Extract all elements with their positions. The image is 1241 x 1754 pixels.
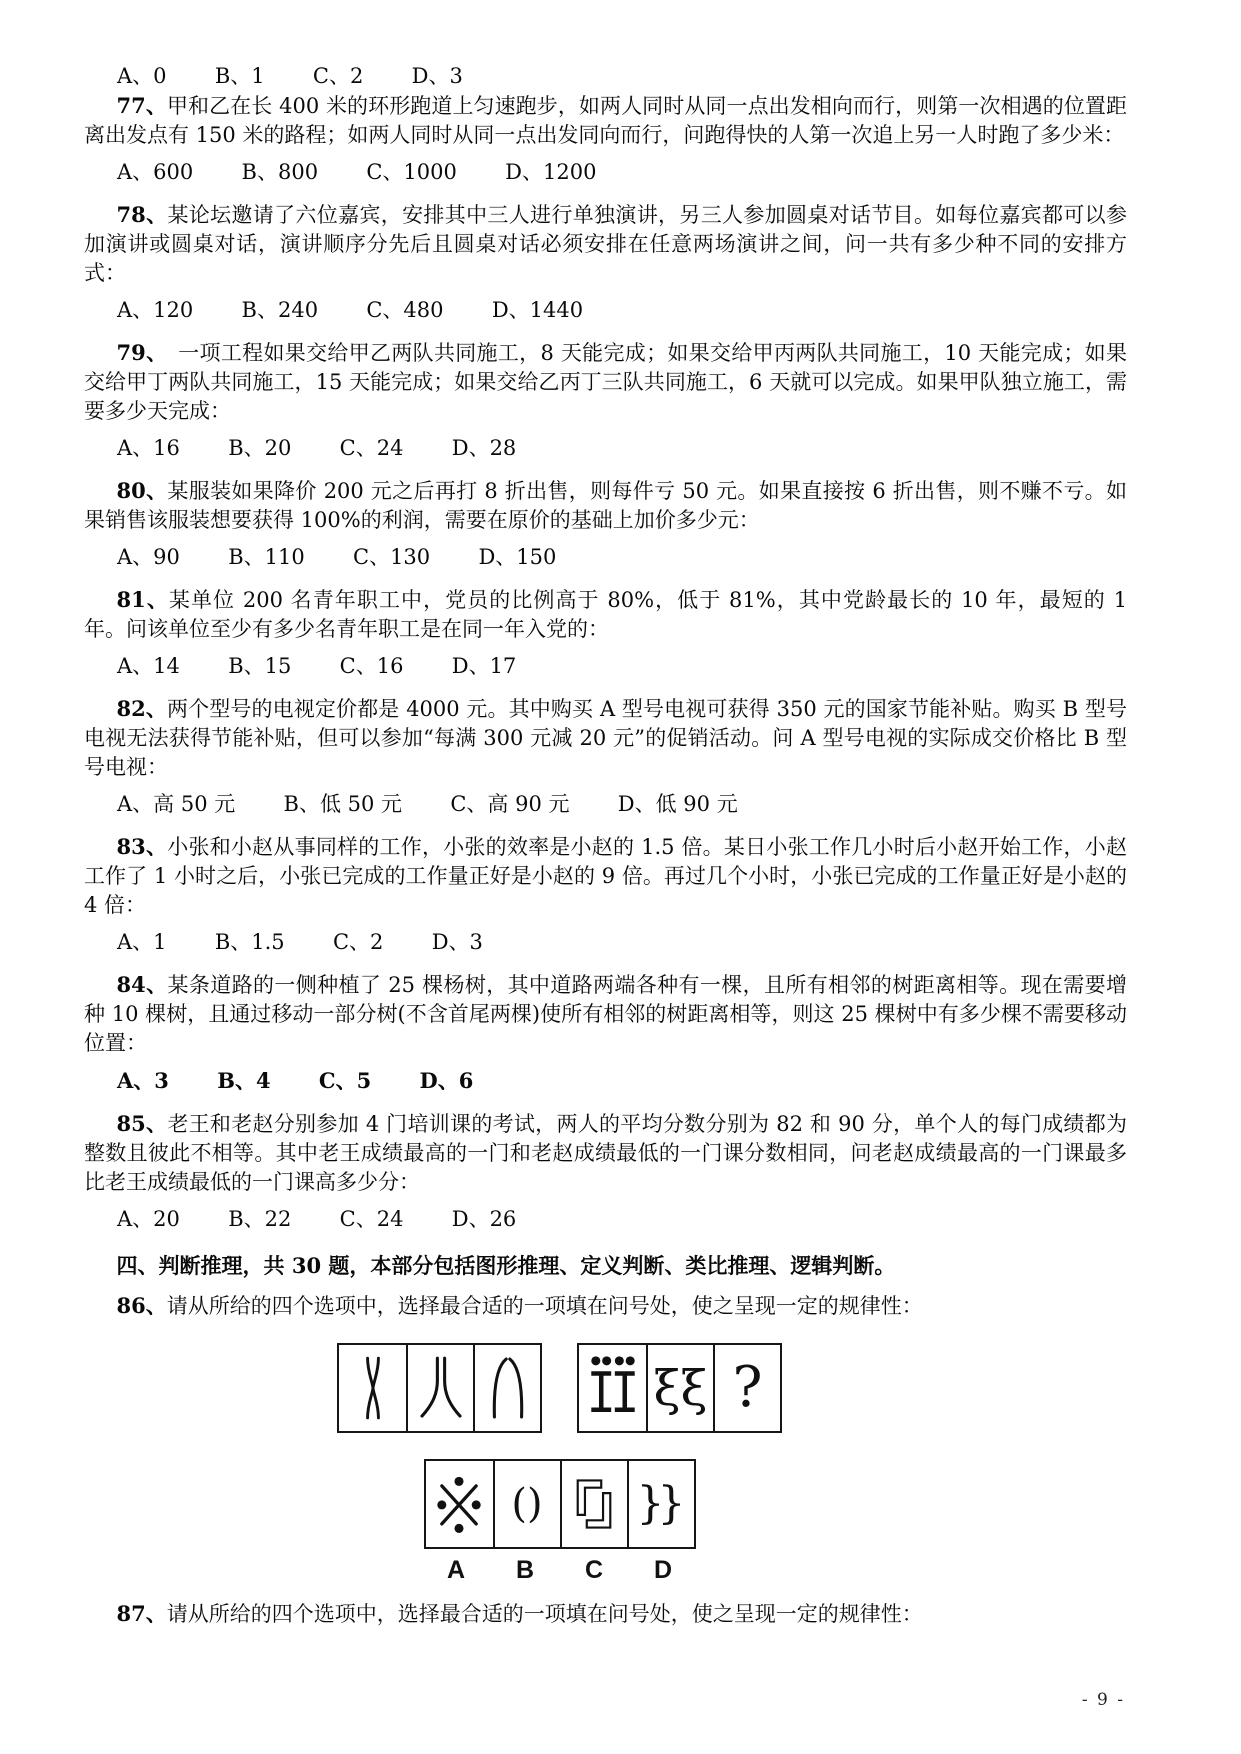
- figure-group-answers: [424, 1459, 696, 1549]
- question-text: [84, 970, 1127, 1058]
- question-text: [84, 1291, 1127, 1321]
- question-text: [84, 585, 1127, 644]
- option-label: B、15: [228, 654, 292, 678]
- option-label: C、2: [312, 64, 364, 88]
- figure-cell: [579, 1345, 646, 1431]
- option-label: D、3: [431, 930, 483, 954]
- option-label: D、1440: [491, 298, 584, 322]
- option-label: D、17: [451, 654, 517, 678]
- cross-with-dots-icon: [430, 1466, 488, 1542]
- option-label: C、16: [339, 654, 404, 678]
- option-label: C、130: [353, 545, 431, 569]
- question-body: 请从所给的四个选项中，选择最合适的一项填在问号处，使之呈现一定的规律性：: [166, 1602, 923, 1626]
- option-label: D、26: [451, 1207, 517, 1231]
- question-text: [84, 1599, 1127, 1629]
- question-number: 83、: [116, 834, 168, 859]
- answer-letter-c: C: [584, 1556, 604, 1584]
- option-label: B、240: [241, 298, 319, 322]
- page-number: - 9 -: [1081, 1690, 1125, 1710]
- answer-cell-b: [493, 1461, 560, 1547]
- options-row: [84, 296, 1127, 325]
- option-label: A、14: [117, 654, 180, 678]
- option-label: D、150: [478, 545, 557, 569]
- option-label: B、110: [228, 545, 305, 569]
- option-label: D、3: [411, 64, 463, 88]
- question-number: 87、: [116, 1601, 167, 1626]
- option-label: C、24: [339, 436, 404, 460]
- option-label: B、800: [241, 160, 319, 184]
- question-body: 小张和小赵从事同样的工作，小张的效率是小赵的 1.5 倍。某日小张工作几小时后小赵开始工作，小赵工作了 1 小时之后，小张已完成的工作量正好是小赵的 9 倍。再过几个小时，小张已完成的工作量正好是小赵的 4 倍：: [84, 835, 1127, 917]
- option-label: A、120: [117, 298, 194, 322]
- answer-cell-d: [627, 1461, 694, 1547]
- question-text: [84, 476, 1127, 535]
- option-label: B、20: [228, 436, 292, 460]
- question-body: 两个型号的电视定价都是 4000 元。其中购买 A 型号电视可获得 350 元的国家节能补贴。购买 B 型号电视无法获得节能补贴，但可以参加“每满 300 元减 20 元”的促销活动。问 A 型号电视的实际成交价格比 B 型号电视：: [84, 697, 1127, 779]
- option-label: C、1000: [366, 160, 457, 184]
- question-number: 78、: [116, 202, 168, 227]
- figure-86: [38, 1343, 1081, 1585]
- section-header: 四、判断推理，共 30 题，本部分包括图形推理、定义判断、类比推理、逻辑判断。: [116, 1253, 896, 1278]
- option-label: B、1: [214, 64, 265, 88]
- option-label: B、22: [228, 1207, 292, 1231]
- question-body: 请从所给的四个选项中，选择最合适的一项填在问号处，使之呈现一定的规律性：: [166, 1294, 923, 1318]
- xi-pair-icon: ξξ: [653, 1359, 708, 1417]
- figure-86-answers-row: [38, 1459, 1081, 1549]
- question-mark-icon: ?: [732, 1355, 763, 1420]
- option-label: D、6: [419, 1068, 474, 1093]
- options-row: [84, 928, 1127, 957]
- question-number: 86、: [116, 1293, 167, 1318]
- option-label: C、480: [366, 298, 444, 322]
- option-label: A、3: [117, 1068, 169, 1093]
- question-body: 某条道路的一侧种植了 25 棵杨树，其中道路两端各种有一棵，且所有相邻的树距离相等。现在需要增种 10 棵树，且通过移动一部分树(不含首尾两棵)使所有相邻的树距离相等，则这 25 棵树中有多少棵不需要移动位置：: [84, 973, 1127, 1055]
- option-label: C、2: [332, 930, 384, 954]
- answer-cell-c: [560, 1461, 627, 1547]
- option-label: D、28: [451, 436, 517, 460]
- question-body: 某单位 200 名青年职工中，党员的比例高于 80%，低于 81%，其中党龄最长的 10 年，最短的 1 年。问该单位至少有多少名青年职工是在同一年入党的：: [84, 588, 1127, 641]
- option-label: C、高 90 元: [450, 792, 570, 816]
- question-77: [84, 91, 1127, 187]
- question-number: 84、: [116, 972, 168, 997]
- option-label: A、16: [117, 436, 180, 460]
- option-label: A、600: [117, 160, 194, 184]
- figure-86-sequence-row: [38, 1343, 1081, 1433]
- options-row-previous-question: [84, 62, 1127, 91]
- question-text: [84, 694, 1127, 782]
- answer-letter-d: D: [653, 1556, 673, 1584]
- double-brace-icon: }}: [636, 1478, 679, 1529]
- options-row: [84, 1066, 1127, 1096]
- parentheses-icon: (): [511, 1481, 543, 1527]
- splay-curves-icon: [412, 1350, 470, 1426]
- question-text: [84, 832, 1127, 920]
- question-85: [84, 1109, 1127, 1234]
- options-row: [84, 1205, 1127, 1234]
- question-number: 85、: [116, 1111, 168, 1136]
- dotted-i-pair-icon: [584, 1350, 642, 1426]
- pinched-x-icon: [344, 1350, 402, 1426]
- arch-split-icon: [479, 1350, 537, 1426]
- question-81: [84, 585, 1127, 681]
- option-label: A、90: [117, 545, 180, 569]
- question-text: [84, 1109, 1127, 1197]
- figure-group-left: [337, 1343, 542, 1433]
- question-number: 77、: [116, 93, 167, 118]
- question-87: [84, 1599, 1127, 1629]
- figure-cell: [646, 1345, 713, 1431]
- option-label: B、低 50 元: [283, 792, 403, 816]
- question-body: 甲和乙在长 400 米的环形跑道上匀速跑步，如两人同时从同一点出发相向而行，则第一次相遇的位置距离出发点有 150 米的路程；如两人同时从同一点出发同向而行，问跑得快的人第一次追上另一人时跑了多少米：: [84, 94, 1127, 147]
- interlocked-squares-icon: [565, 1466, 623, 1542]
- option-label: A、20: [117, 1207, 180, 1231]
- question-number: 79、: [116, 340, 157, 365]
- answer-letters-row: [38, 1556, 1081, 1585]
- question-number: 81、: [116, 587, 169, 612]
- option-label: C、24: [339, 1207, 404, 1231]
- figure-cell: [406, 1345, 473, 1431]
- question-text: [84, 338, 1127, 426]
- figure-cell: [713, 1345, 780, 1431]
- question-body: 某论坛邀请了六位嘉宾，安排其中三人进行单独演讲，另三人参加圆桌对话节目。如每位嘉宾都可以参加演讲或圆桌对话，演讲顺序分先后且圆桌对话必须安排在任意两场演讲之间，问一共有多少种不同的安排方式：: [84, 203, 1127, 285]
- option-label: A、0: [117, 64, 167, 88]
- option-label: C、5: [318, 1068, 372, 1093]
- option-label: A、1: [117, 930, 167, 954]
- options-row: [84, 158, 1127, 187]
- options-row: [84, 652, 1127, 681]
- question-78: [84, 200, 1127, 325]
- options-row: [84, 790, 1127, 819]
- answer-letter-a: A: [446, 1556, 466, 1584]
- question-body: 一项工程如果交给甲乙两队共同施工，8 天能完成；如果交给甲丙两队共同施工，10 天能完成；如果交给甲丁两队共同施工，15 天能完成；如果交给乙丙丁三队共同施工，6 天就可以完成。如果甲队独立施工，需要多少天完成：: [84, 341, 1127, 423]
- figure-cell: [473, 1345, 540, 1431]
- option-label: D、1200: [505, 160, 597, 184]
- question-number: 82、: [116, 696, 168, 721]
- question-86: [84, 1291, 1127, 1321]
- option-label: B、4: [217, 1068, 271, 1093]
- option-label: D、低 90 元: [617, 792, 738, 816]
- question-82: [84, 694, 1127, 819]
- question-text: [84, 200, 1127, 288]
- question-83: [84, 832, 1127, 957]
- question-number: 80、: [116, 478, 168, 503]
- options-row: [84, 543, 1127, 572]
- question-79: [84, 338, 1127, 463]
- question-text: [84, 91, 1127, 150]
- option-label: A、高 50 元: [117, 792, 236, 816]
- figure-group-right: [577, 1343, 782, 1433]
- question-body: 老王和老赵分别参加 4 门培训课的考试，两人的平均分数分别为 82 和 90 分，单个人的每门成绩都为整数且彼此不相等。其中老王成绩最高的一门和老赵成绩最低的一门课分数相同，问老赵成绩最高的一门课最多比老王成绩最低的一门课高多少分：: [84, 1112, 1127, 1194]
- question-80: [84, 476, 1127, 572]
- answer-cell-a: [426, 1461, 493, 1547]
- options-row: [84, 434, 1127, 463]
- figure-cell: [339, 1345, 406, 1431]
- question-body: 某服装如果降价 200 元之后再打 8 折出售，则每件亏 50 元。如果直接按 6 折出售，则不赚不亏。如果销售该服装想要获得 100%的利润，需要在原价的基础上加价多少元：: [84, 479, 1127, 532]
- option-label: B、1.5: [214, 930, 285, 954]
- question-84: [84, 970, 1127, 1096]
- answer-letter-b: B: [515, 1556, 535, 1584]
